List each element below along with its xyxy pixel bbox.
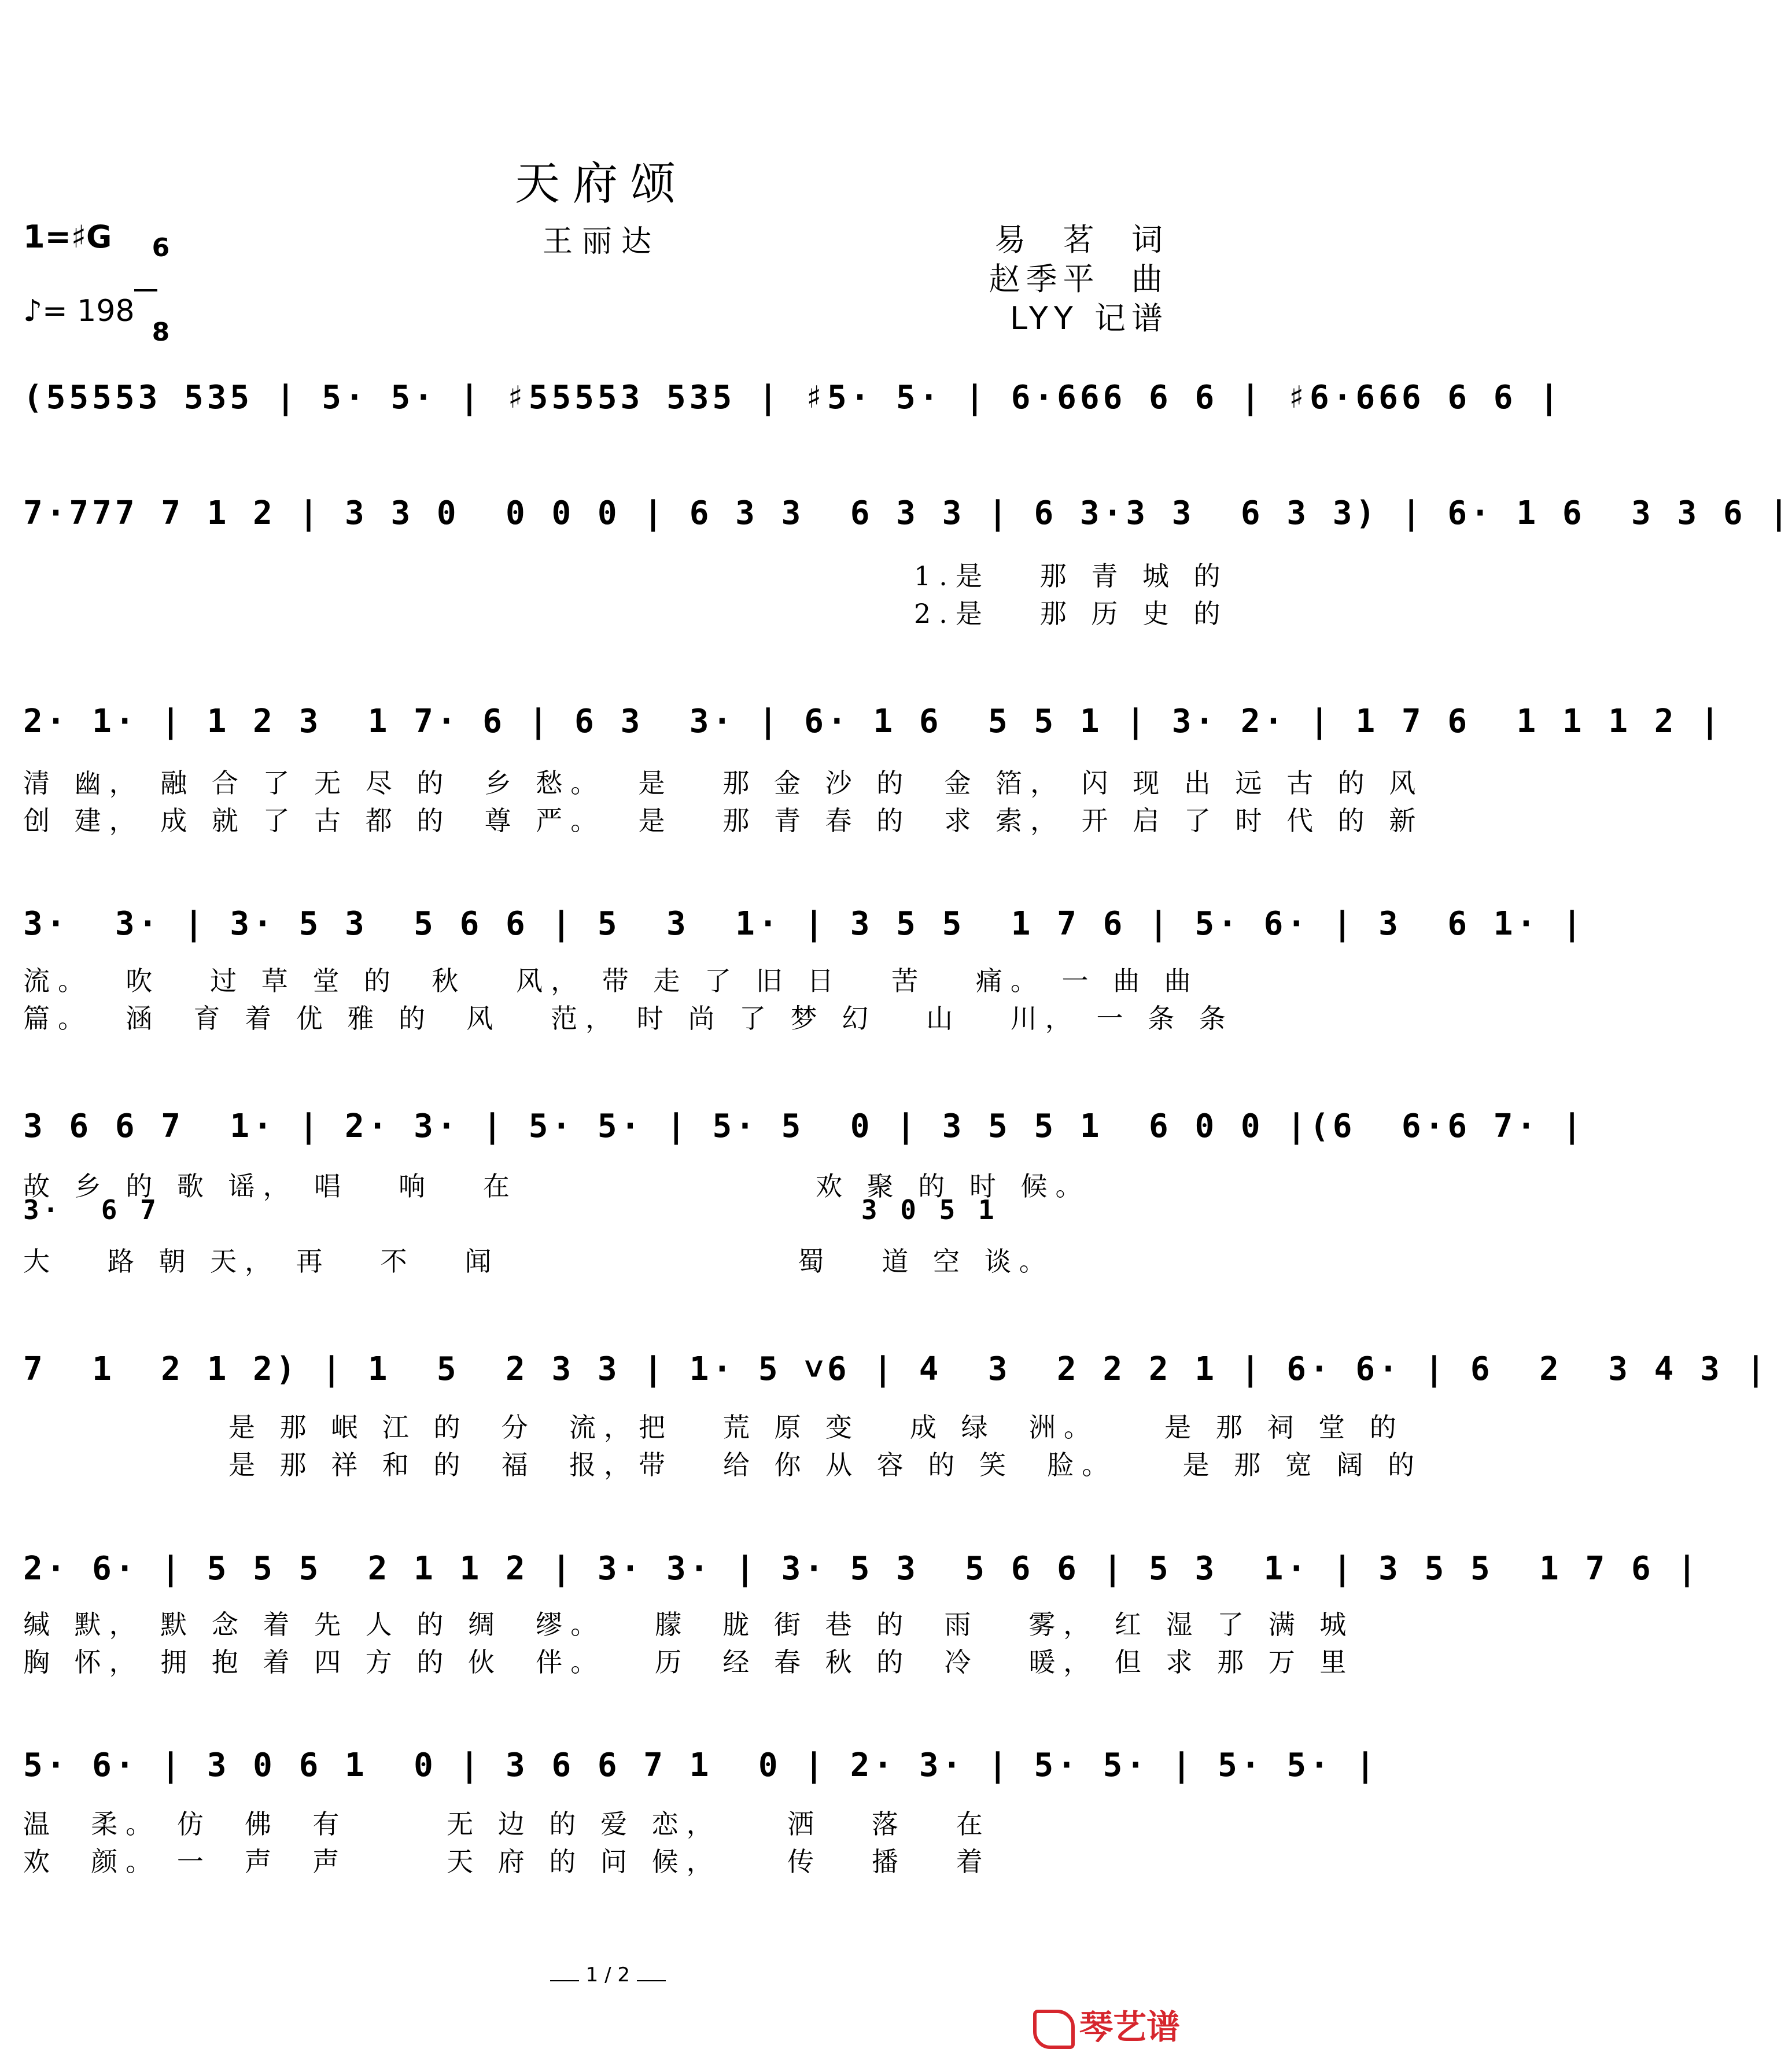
score-line-3-lyric-2: 创 建， 成 就 了 古 都 的 尊 严。 是 那 青 春 的 求 索， 开 启 了 时 代 的 新: [23, 805, 1424, 836]
meter-divider: [134, 289, 157, 291]
score-line-7-lyric-2: 胸 怀， 拥 抱 着 四 方 的 伙 伴。 历 经 春 秋 的 冷 暖， 但 求 那 万 里: [23, 1646, 1355, 1678]
transcriber-credit: LYY 记谱: [1009, 300, 1168, 337]
composer-credit: 赵季平 曲: [989, 261, 1168, 297]
meter-top: 6: [152, 233, 170, 263]
tempo-marking: ♪= 198: [23, 294, 135, 328]
score-line-6-lyric-2: 是 那 祥 和 的 福 报，带 给 你 从 容 的 笑 脸。 是 那 宽 阔 的: [228, 1449, 1423, 1481]
score-line-4-lyric-2: 篇。 涵 育 着 优 雅 的 风 范， 时 尚 了 梦 幻 山 川， 一 条 条: [23, 1003, 1234, 1034]
singer-name: 王丽达: [542, 224, 661, 259]
score-line-6-lyric-1: 是 那 岷 江 的 分 流，把 荒 原 变 成 绿 洲。 是 那 祠 堂 的: [228, 1412, 1404, 1443]
lyricist-credit: 易 茗 词: [994, 221, 1168, 258]
score-line-4-notes: 3· 3· | 3· 5 3 5 6 6 | 5 3 1· | 3 5 5 1 7 6 | 5· 6· | 3 6 1· |: [23, 905, 1585, 943]
score-line-5-alt-lyric: 大 路 朝 天， 再 不 闻 蜀 道 空 谈。: [23, 1246, 1054, 1277]
meter-bottom: 8: [152, 317, 170, 347]
score-line-2-notes: 7·777 7 1 2 | 3 3 0 0 0 0 | 6 3 3 6 3 3 | 6 3·3 3 6 3 3) | 6· 1 6 3 3 6 |: [23, 494, 1792, 532]
score-line-2-lyric-2: 2.是 那 历 史 的: [914, 598, 1229, 629]
score-line-5-notes: 3 6 6 7 1· | 2· 3· | 5· 5· | 5· 5 0 | 3 5 5 1 6 0 0 |(6 6·6 7· |: [23, 1107, 1585, 1145]
logo-icon: [1033, 2010, 1075, 2049]
score-line-8-lyric-1: 温 柔。 仿 佛 有 无 边 的 爱 恋， 洒 落 在: [23, 1808, 991, 1840]
song-title: 天府颂: [514, 158, 688, 210]
score-line-7-notes: 2· 6· | 5 5 5 2 1 1 2 | 3· 3· | 3· 5 3 5 6 6 | 5 3 1· | 3 5 5 1 7 6 |: [23, 1550, 1701, 1587]
score-line-5-lyric-1: 故 乡 的 歌 谣， 唱 响 在 欢 聚 的 时 候。: [23, 1171, 1090, 1202]
score-line-8-lyric-2: 欢 颜。 一 声 声 天 府 的 问 候， 传 播 着: [23, 1846, 991, 1877]
time-signature: [134, 208, 169, 346]
score-line-7-lyric-1: 缄 默， 默 念 着 先 人 的 绸 缪。 朦 胧 街 巷 的 雨 雾， 红 湿 了 满 城: [23, 1609, 1355, 1640]
logo-text: 琴艺谱: [1079, 2007, 1180, 2047]
score-line-5-alt-notes: 3· 6 7 3 0 5 1: [23, 1194, 998, 1225]
score-line-3-lyric-1: 清 幽， 融 合 了 无 尽 的 乡 愁。 是 那 金 沙 的 金 箔， 闪 现 出 远 古 的 风: [23, 767, 1424, 799]
brand-logo[interactable]: [1010, 1961, 1180, 2049]
score-line-3-notes: 2· 1· | 1 2 3 1 7· 6 | 6 3 3· | 6· 1 6 5 5 1 | 3· 2· | 1 7 6 1 1 1 2 |: [23, 703, 1723, 740]
score-line-6-notes: 7 1 2 1 2) | 1 5 2 3 3 | 1· 5 ˅6 | 4 3 2 2 2 1 | 6· 6· | 6 2 3 4 3 |: [23, 1350, 1769, 1388]
score-line-4-lyric-1: 流。 吹 过 草 堂 的 秋 风， 带 走 了 旧 日 苦 痛。 一 曲 曲: [23, 965, 1199, 996]
score-line-2-lyric-1: 1.是 那 青 城 的: [914, 560, 1229, 592]
key-signature: 1=♯G: [23, 219, 112, 255]
score-line-1-notes: (55553 535 | 5· 5· | ♯55553 535 | ♯5· 5· | 6·666 6 6 | ♯6·666 6 6 |: [23, 379, 1562, 416]
score-line-8-notes: 5· 6· | 3 0 6 1 0 | 3 6 6 7 1 0 | 2· 3· | 5· 5· | 5· 5· |: [23, 1747, 1379, 1784]
page-number-text: 1 / 2: [585, 1963, 630, 1987]
